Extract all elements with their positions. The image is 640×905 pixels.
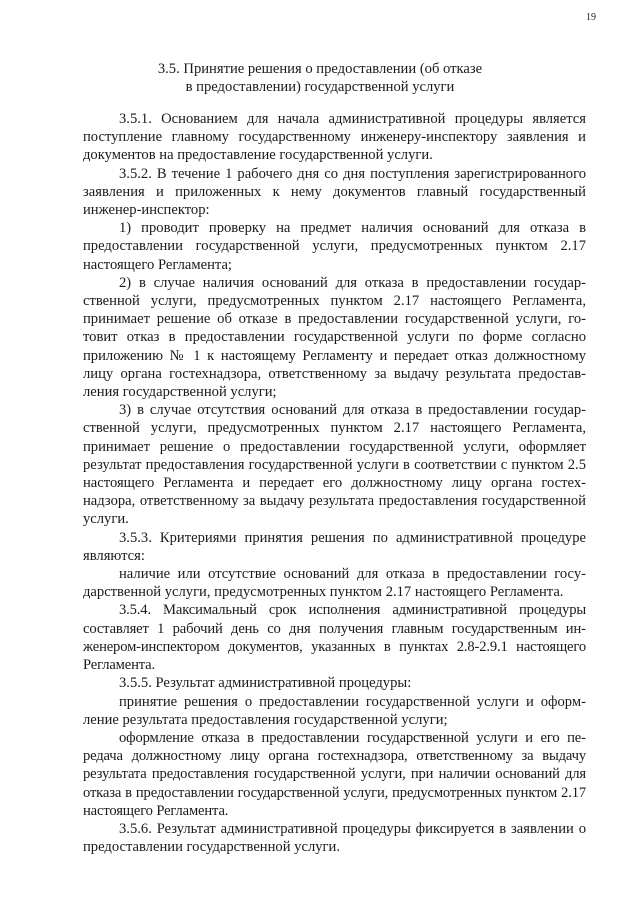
page-number: 19 [586, 12, 596, 23]
paragraph-3-5-5: 3.5.5. Результат административной процедуры: [119, 675, 412, 692]
paragraph-3-5-2-item-1: 1) проводит проверку на предмет наличия оснований для отказа в предоставлении государственной услуги, предусмотренных пунктом 2.17 настоящего Регламента; [83, 220, 586, 273]
paragraph-3-5-4: 3.5.4. Максимальный срок исполнения административной процедуры составляет 1 рабочий день со дня получения главным государственным инженером-инспектором документов, указанных в пунктах 2.8-2.9.1 настоящего Регламента. [83, 602, 586, 674]
paragraph-3-5-2-item-2: 2) в случае наличия оснований для отказа в предоставлении государственной услуги, предусмотренных пунктом 2.17 настоящего Регламента, принимает решение об отказе в предоставлении государственной услуги, готовит отказ в предоставлении государственной услуги по форме согласно приложению № 1 к настоящему Регламенту и передает отказ должностному лицу органа гостехнадзора, ответственному за выдачу результата предоставления государственной услуги; [83, 274, 586, 401]
paragraph-3-5-5-result-1: принятие решения о предоставлении государственной услуги и оформление результата предоставления государственной услуги; [83, 693, 586, 728]
section-heading-line-2: в предоставлении) государственной услуги [185, 79, 455, 95]
paragraph-3-5-5-result-2: оформление отказа в предоставлении государственной услуги и его передача должностному лицу органа гостехнадзора, ответственному за выдачу результата предоставления государственной услуги, при наличии оснований для отказа в предоставлении государственной услуги, предусмотренных пунктом 2.17 настоящего Регламента. [83, 729, 586, 819]
paragraph-3-5-3: 3.5.3. Критериями принятия решения по административной процедуре являются: [83, 529, 586, 564]
section-heading-line-1: 3.5. Принятие решения о предоставлении (об отказе [157, 61, 483, 77]
paragraph-3-5-2: 3.5.2. В течение 1 рабочего дня со дня поступления зарегистрированного заявления и приложенных к нему документов главный государственный инженер-инспектор: [83, 165, 586, 219]
paragraph-3-5-3-criteria: наличие или отсутствие оснований для отказа в предоставлении государственной услуги, предусмотренных пунктом 2.17 настоящего Регламента. [83, 566, 586, 601]
paragraph-3-5-1: 3.5.1. Основанием для начала административной процедуры является поступление главному государственному инженеру-инспектору заявления и документов на предоставление государственной услуги. [83, 111, 586, 164]
paragraph-3-5-6: 3.5.6. Результат административной процедуры фиксируется в заявлении о предоставлении государственной услуги. [83, 820, 586, 856]
paragraph-3-5-2-item-3: 3) в случае отсутствия оснований для отказа в предоставлении государственной услуги, предусмотренных пунктом 2.17 настоящего Регламента, принимает решение о предоставлении государственной услуги, оформляет результат предоставления государственной услуги в соответствии с пунктом 2.5 настоящего Регламента и передает его должностному лицу органа гостехнадзора, ответственному за выдачу результата предоставления государственной услуги. [83, 402, 586, 528]
document-body [83, 110, 586, 856]
section-heading [0, 60, 640, 96]
